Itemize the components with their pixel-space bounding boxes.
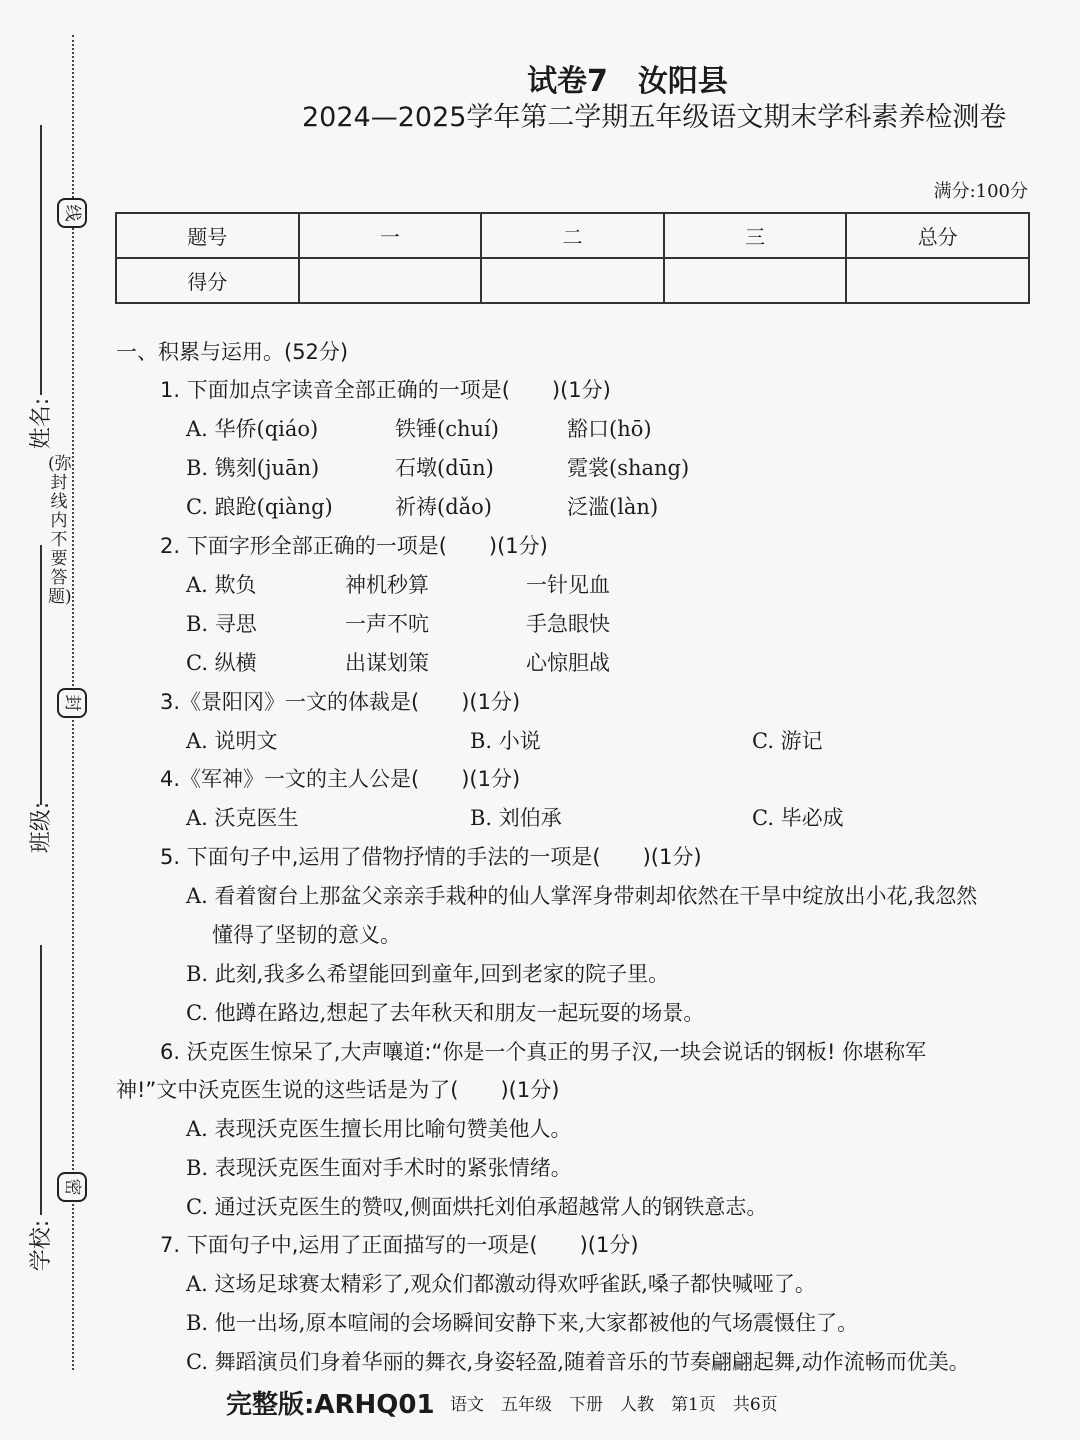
full-score: 满分:100分 xyxy=(933,181,1028,202)
question-6-stem: 6. 沃克医生惊呆了,大声嚷道:“你是一个真正的男子汉,一块会说话的钢板! 你堪称军 xyxy=(160,1040,927,1064)
binding-mark-xian: 线 xyxy=(57,198,87,228)
question-2-stem: 2. 下面字形全部正确的一项是( )(1分) xyxy=(160,534,548,558)
binding-mark-feng: 封 xyxy=(57,688,87,718)
question-7-stem: 7. 下面句子中,运用了正面描写的一项是( )(1分) xyxy=(160,1233,639,1257)
class-underline xyxy=(40,545,42,805)
q5-option-a-cont: 懂得了坚韧的意义。 xyxy=(212,923,401,947)
score-cell: 得分 xyxy=(116,258,299,303)
name-underline xyxy=(40,125,42,395)
q2-option: 心惊胆战 xyxy=(526,651,610,675)
exam-title: 试卷7 汝阳县 xyxy=(527,64,728,99)
q3-option: A. 说明文 xyxy=(186,729,278,753)
q1-option: C. 踉跄(qiàng) xyxy=(186,495,333,519)
q6-option-b: B. 表现沃克医生面对手术时的紧张情绪。 xyxy=(186,1156,572,1180)
question-3-stem: 3.《景阳冈》一文的体裁是( )(1分) xyxy=(160,690,521,714)
score-cell[interactable] xyxy=(664,258,847,303)
q5-option-c: C. 他蹲在路边,想起了去年秋天和朋友一起玩耍的场景。 xyxy=(186,1001,705,1025)
question-1-stem: 1. 下面加点字读音全部正确的一项是( )(1分) xyxy=(160,378,611,402)
q2-option: B. 寻思 xyxy=(186,612,257,636)
q4-option: C. 毕必成 xyxy=(752,806,844,830)
q1-option: 祈祷(dǎo) xyxy=(395,495,492,519)
score-cell: 一 xyxy=(299,213,482,258)
exam-subtitle: 2024—2025学年第二学期五年级语文期末学科素养检测卷 xyxy=(302,102,1007,133)
score-cell[interactable] xyxy=(481,258,664,303)
school-underline xyxy=(40,945,42,1215)
q1-option: B. 镌刻(juān) xyxy=(186,456,320,480)
q1-option: 豁口(hō) xyxy=(567,417,652,441)
q1-option: 石墩(dūn) xyxy=(395,456,494,480)
q2-option: C. 纵横 xyxy=(186,651,257,675)
q7-option-a: A. 这场足球赛太精彩了,观众们都激动得欢呼雀跃,嗓子都快喊哑了。 xyxy=(186,1272,816,1296)
q7-option-b: B. 他一出场,原本喧闹的会场瞬间安静下来,大家都被他的气场震慑住了。 xyxy=(186,1311,859,1335)
question-5-stem: 5. 下面句子中,运用了借物抒情的手法的一项是( )(1分) xyxy=(160,845,702,869)
score-cell: 题号 xyxy=(116,213,299,258)
q5-option-a: A. 看着窗台上那盆父亲亲手栽种的仙人掌浑身带刺却依然在干旱中绽放出小花,我忽然 xyxy=(186,884,978,908)
section-title: 一、积累与运用。(52分) xyxy=(116,340,349,364)
binding-mark-mi: 密 xyxy=(57,1172,87,1202)
score-table-score-row xyxy=(116,258,1029,303)
q3-option: C. 游记 xyxy=(752,729,823,753)
q6-option-a: A. 表现沃克医生擅长用比喻句赞美他人。 xyxy=(186,1117,572,1141)
score-cell: 三 xyxy=(664,213,847,258)
q7-option-c: C. 舞蹈演员们身着华丽的舞衣,身姿轻盈,随着音乐的节奏翩翩起舞,动作流畅而优美。 xyxy=(186,1350,970,1374)
footer-code: 完整版:ARHQ01 xyxy=(226,1390,435,1420)
q6-option-c: C. 通过沃克医生的赞叹,侧面烘托刘伯承超越常人的钢铁意志。 xyxy=(186,1195,768,1219)
q4-option: A. 沃克医生 xyxy=(186,806,299,830)
score-cell: 总分 xyxy=(846,213,1029,258)
binding-note: (弥封线内不要答题) xyxy=(48,454,72,607)
q1-option: 泛滥(làn) xyxy=(567,495,659,519)
score-table xyxy=(115,212,1030,304)
q1-option: 铁锤(chuí) xyxy=(395,417,499,441)
q1-option: A. 华侨(qiáo) xyxy=(186,417,319,441)
q2-option: 神机秒算 xyxy=(345,573,429,597)
q2-option: 出谋划策 xyxy=(345,651,429,675)
name-label: 姓名: xyxy=(29,397,55,450)
footer-meta: 语文 五年级 下册 人教 第1页 共6页 xyxy=(450,1395,778,1415)
score-cell[interactable] xyxy=(846,258,1029,303)
q5-option-b: B. 此刻,我多么希望能回到童年,回到老家的院子里。 xyxy=(186,962,670,986)
score-cell[interactable] xyxy=(299,258,482,303)
question-4-stem: 4.《军神》一文的主人公是( )(1分) xyxy=(160,767,521,791)
q4-option: B. 刘伯承 xyxy=(470,806,562,830)
q1-option: 霓裳(shang) xyxy=(567,456,690,480)
q2-option: A. 欺负 xyxy=(186,573,257,597)
question-6-stem-cont: 神!”文中沃克医生说的这些话是为了( )(1分) xyxy=(116,1078,560,1102)
q2-option: 一声不吭 xyxy=(345,612,429,636)
class-label: 班级: xyxy=(29,801,55,854)
score-table-header-row xyxy=(116,213,1029,258)
q2-option: 一针见血 xyxy=(526,573,610,597)
q2-option: 手急眼快 xyxy=(526,612,610,636)
q3-option: B. 小说 xyxy=(470,729,541,753)
school-label: 学校: xyxy=(29,1219,55,1272)
score-cell: 二 xyxy=(481,213,664,258)
